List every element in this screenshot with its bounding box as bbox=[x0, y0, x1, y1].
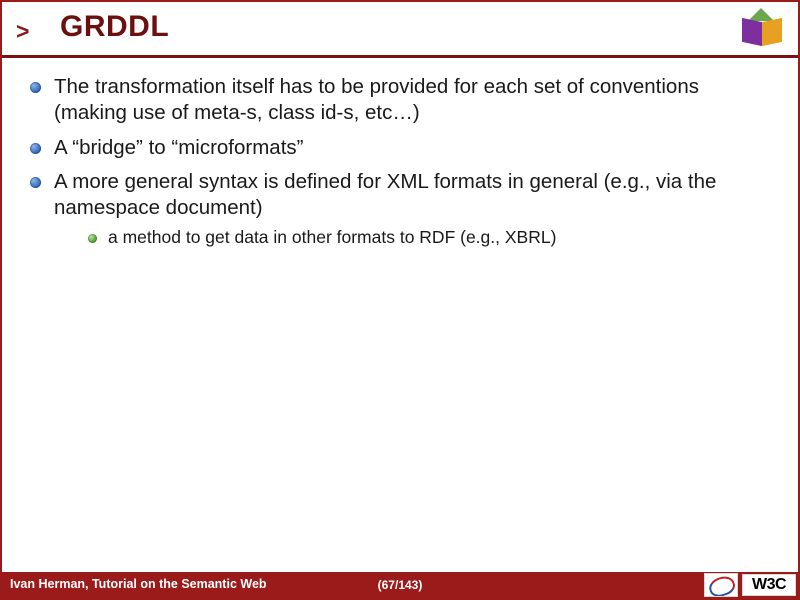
header-marker: > bbox=[16, 18, 30, 44]
list-item bbox=[22, 135, 772, 161]
bullet-text: A more general syntax is defined for XML formats in general (e.g., via the namespace document) bbox=[54, 170, 717, 220]
footer-logos bbox=[704, 573, 796, 597]
slide-footer bbox=[2, 572, 798, 598]
sub-bullet-list bbox=[54, 227, 772, 249]
cube-right-face bbox=[762, 18, 782, 46]
footer-author: Ivan Herman, Tutorial on the Semantic Web bbox=[10, 577, 267, 591]
w3c-cube-logo-icon bbox=[736, 8, 788, 50]
sub-bullet-text: a method to get data in other formats to RDF (e.g., XBRL) bbox=[108, 227, 557, 248]
list-item bbox=[22, 74, 772, 126]
footer-page-number: (67/143) bbox=[377, 578, 423, 592]
bullet-list bbox=[22, 74, 772, 249]
bullet-text: A “bridge” to “microformats” bbox=[54, 135, 304, 159]
w3c-logo-icon: W3C bbox=[742, 574, 796, 596]
page-title: GRDDL bbox=[60, 10, 170, 43]
slide-content bbox=[2, 62, 798, 556]
bullet-dot-icon bbox=[30, 177, 41, 188]
bullet-dot-icon bbox=[30, 82, 41, 93]
bullet-text: The transformation itself has to be provided for each set of conventions (making use of meta-s, class id-s, etc…) bbox=[54, 75, 699, 124]
list-item bbox=[22, 169, 772, 249]
ercim-swirl-shape bbox=[707, 573, 738, 597]
slide-header bbox=[2, 2, 798, 58]
bullet-dot-icon bbox=[30, 143, 41, 154]
sub-bullet-dot-icon bbox=[88, 234, 97, 243]
ercim-logo-icon bbox=[704, 573, 738, 597]
cube-left-face bbox=[742, 18, 762, 46]
sub-list-item bbox=[84, 227, 772, 249]
